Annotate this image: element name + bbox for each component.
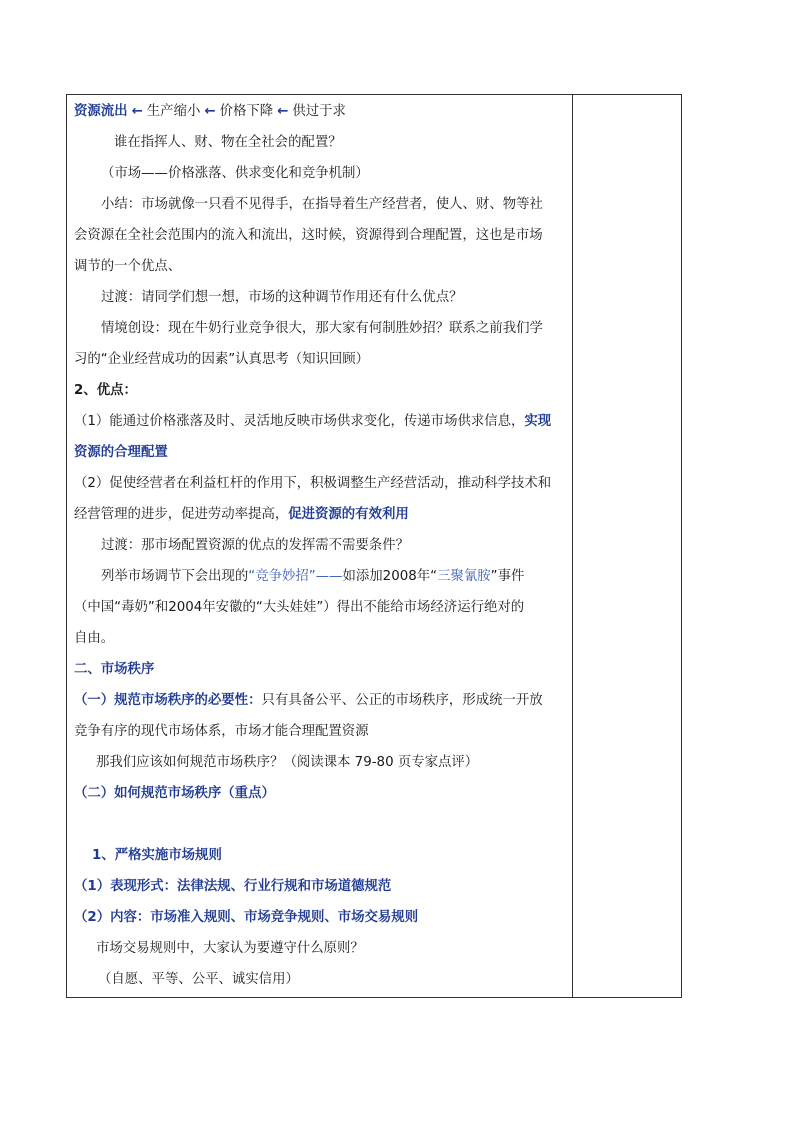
blank-gap xyxy=(74,809,568,840)
trade-answer: （自愿、平等、公平、诚实信用） xyxy=(98,972,299,987)
summary-line-2: 会资源在全社会范围内的流入和流出，这时候，资源得到合理配置，这也是市场 xyxy=(74,228,543,243)
rules-heading: 1、严格实施市场规则 xyxy=(92,848,222,863)
rules-form: （1）表现形式：法律法规、行业行规和市场道德规范 xyxy=(74,879,392,894)
lesson-content xyxy=(74,96,568,995)
resource-flow-line: 资源流出 ← 生产缩小 ← 价格下降 ← 供过于求 xyxy=(74,104,346,119)
arrow-left-icon: ← xyxy=(131,104,143,119)
necessity-line-1: （一）规范市场秩序的必要性：只有具备公平、公正的市场秩序，形成统一开放 xyxy=(74,693,543,708)
how-question: 那我们应该如何规范市场秩序？（阅读课本 79-80 页专家点评） xyxy=(96,755,479,770)
arrow-left-icon: ← xyxy=(277,104,289,119)
advantage-1-line-1: （1）能通过价格涨落及时、灵活地反映市场供求变化，传递市场供求信息，实现 xyxy=(74,414,552,429)
rules-content: （2）内容：市场准入规则、市场竞争规则、市场交易规则 xyxy=(74,910,419,925)
scenario-line-1: 情境创设：现在牛奶行业竞争很大，那大家有何制胜妙招？联系之前我们学 xyxy=(101,321,543,336)
advantage-1-line-2: 资源的合理配置 xyxy=(74,445,168,460)
summary-line-3: 调节的一个优点、 xyxy=(74,259,182,274)
advantage-2-line-1: （2）促使经营者在利益杠杆的作用下，积极调整生产经营活动，推动科学技术和 xyxy=(74,476,552,491)
example-line-2: （中国“毒奶”和2004年安徽的“大头娃娃”）得出不能给市场经济运行绝对的 xyxy=(74,600,525,615)
arrow-left-icon: ← xyxy=(204,104,216,119)
market-mechanism: （市场——价格涨落、供求变化和竞争机制） xyxy=(101,166,369,181)
necessity-line-2: 竞争有序的现代市场体系，市场才能合理配置资源 xyxy=(74,724,369,739)
example-line-3: 自由。 xyxy=(74,631,115,646)
example-line-1: 列举市场调节下会出现的“竞争妙招”——如添加2008年“三聚氰胺”事件 xyxy=(101,569,525,584)
question-who: 谁在指挥人、财、物在全社会的配置？ xyxy=(114,135,342,150)
advantage-2-line-2: 经营管理的进步，促进劳动率提高，促进资源的有效利用 xyxy=(74,507,409,522)
how-heading: （二）如何规范市场秩序（重点） xyxy=(74,786,275,801)
advantages-heading: 2、优点： xyxy=(74,383,137,398)
transition-1: 过渡：请同学们想一想，市场的这种调节作用还有什么优点？ xyxy=(101,290,463,305)
summary-line-1: 小结：市场就像一只看不见得手，在指导着生产经营者，使人、财、物等社 xyxy=(101,197,543,212)
scenario-line-2: 习的“企业经营成功的因素”认真思考（知识回顾） xyxy=(74,352,370,367)
column-divider xyxy=(572,94,573,998)
trade-question: 市场交易规则中，大家认为要遵守什么原则？ xyxy=(96,941,364,956)
transition-2: 过渡：那市场配置资源的优点的发挥需不需要条件？ xyxy=(101,538,409,553)
section-2-heading: 二、市场秩序 xyxy=(74,662,155,677)
